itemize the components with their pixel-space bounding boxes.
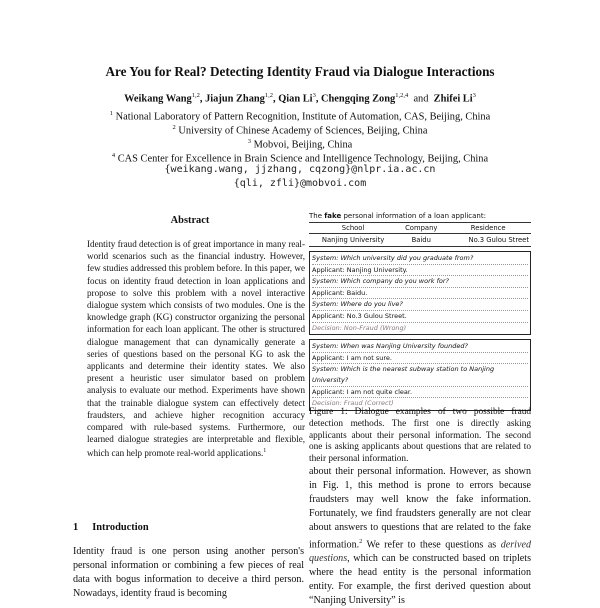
email-line: {weikang.wang, jjzhang, cqzong}@nlpr.ia.ac.cn — [164, 164, 436, 175]
figure-header — [309, 212, 531, 220]
author-name: Weikang Wang — [124, 93, 192, 105]
figure-1 — [309, 212, 531, 411]
author-name: Chengqing Zong — [321, 93, 396, 105]
dialogue-line: System: Which company do you work for? — [312, 276, 528, 288]
author-name: Qian Li — [278, 93, 313, 105]
author-list: Weikang Wang$^{1,2}$, Jiajun Zhang$^{1,2}$, Qian Li$^3$, Chengqing Zong$^{1,2,4}$ and Zhifei Li$^3$ — [124, 92, 476, 105]
aff-text: CAS Center for Excellence in Brain Science and Intelligence Technology, Beijing, China — [117, 153, 489, 165]
aff-text: University of Chinese Academy of Sciences, Beijing, China — [178, 125, 428, 137]
dialogue-line: System: Which university did you graduate from? — [312, 253, 528, 265]
aff-text: Mobvoi, Beijing, China — [253, 139, 353, 151]
dialogue-decision: Decision: Non-Fraud (Wrong) — [312, 323, 407, 332]
author-and: and — [413, 93, 429, 105]
dialogue-box-1 — [309, 251, 531, 335]
intro-paragraph: Identity fraud is one person using another person's personal information or combining a few pieces of real data with bogus information to deceive a third person. Nowadays, identity fraud is becoming — [73, 546, 304, 599]
aff-sup: 4 — [111, 152, 116, 159]
fig-header-bold: fake — [324, 212, 342, 220]
author-sup: 1,2 — [191, 92, 200, 99]
aff-sup: 2 — [172, 124, 176, 131]
table-row — [309, 234, 531, 247]
aff-text: National Laboratory of Pattern Recognition, Institute of Automation, CAS, Beijing, China — [115, 111, 491, 123]
fig-header-text: The — [309, 212, 323, 220]
figure-caption: Figure 1: Dialogue examples of two possible fraud detection methods. The first one is directly asking applicants about their personal information. The second one is asking applicants about questions that are related to their personal information. — [309, 407, 531, 465]
author-name: Zhifei Li — [433, 93, 473, 105]
body-text: We refer to these questions as — [362, 539, 501, 551]
dialogue-line: Applicant: I am not sure. — [312, 353, 528, 365]
table-header: Residence — [445, 223, 531, 234]
profile-table — [309, 222, 531, 247]
author-name: Jiajun Zhang — [205, 93, 265, 105]
author-sup: 3 — [312, 92, 316, 99]
table-header: School — [309, 223, 397, 234]
abstract-heading: Abstract — [170, 215, 210, 226]
section-title: Introduction — [92, 522, 149, 533]
email-line: {qli, zfli}@mobvoi.com — [233, 178, 367, 189]
table-cell: Baidu — [397, 234, 445, 247]
abstract-body: Identity fraud detection is of great importance in many real-world scenarios such as the financial industry. However, few studies addressed this problem before. In this paper, we focus on identity fraud detection in loan applications and propose to solve this problem with a novel interactive dialogue system which consists of two modules. One is the knowledge graph (KG) constructor organizing the personal information for each loan applicant. The other is structured dialogue management that can dynamically generate a series of questions based on the personal KG to ask the applicants and determine their identity states. We also present a heuristic user simulator based on problem analysis to evaluate our method. Experiments have shown that the trainable dialogue system can effectively detect fraudsters, and achieve higher recognition accuracy compared with rule-based systems. Furthermore, our learned dialogue strategies are interpretable and flexible, which can help promote real-world applications. — [87, 239, 305, 459]
paper-title: Are You for Real? Detecting Identity Fraud via Dialogue Interactions — [105, 64, 495, 79]
body-text: about their personal information. However, as shown in Fig. 1, this method is prone to errors because fraudsters may well know the fake information. Fortunately, we find fraudsters generally are not clear about answers to questions that are related to the fake information. — [309, 466, 531, 551]
author-sup: 1,2,4 — [395, 92, 409, 99]
body-text: , which can be constructed based on triplets where the head entity is the personal information entity. For example, the first derived question about “Nanjing University” is — [309, 553, 531, 607]
aff-sup: 3 — [247, 138, 251, 145]
dialogue-line: Applicant: I am not quite clear. — [312, 387, 528, 399]
dialogue-line: Applicant: Nanjing University. — [312, 265, 528, 277]
table-header: Company — [397, 223, 445, 234]
aff-sup: 1 — [109, 110, 114, 117]
table-cell: Nanjing University — [309, 234, 397, 247]
fig-header-text: personal information of a loan applicant: — [343, 212, 486, 220]
table-cell: No.3 Gulou Street — [445, 234, 531, 247]
dialogue-line: Applicant: No.3 Gulou Street. — [312, 311, 528, 323]
author-sup: 1,2 — [264, 92, 273, 99]
dialogue-decision: Decision: Fraud (Correct) — [312, 399, 394, 408]
dialogue-line: Applicant: Baidu. — [312, 288, 528, 300]
footnote-marker: 1 — [263, 448, 267, 455]
dialogue-box-2 — [309, 339, 531, 411]
dialogue-line: System: Where do you live? — [312, 299, 528, 311]
right-column-paragraph — [309, 465, 531, 608]
author-sup: 3 — [472, 92, 476, 99]
dialogue-line: System: Which is the nearest subway station to Nanjing University? — [312, 364, 528, 386]
derived-questions-term: derived questions — [309, 539, 531, 565]
section-heading — [73, 522, 149, 533]
dialogue-line: System: When was Nanjing University founded? — [312, 341, 528, 353]
abstract-text — [87, 238, 305, 460]
section-number: 1 — [73, 522, 79, 533]
footnote-marker: 2 — [359, 539, 363, 545]
